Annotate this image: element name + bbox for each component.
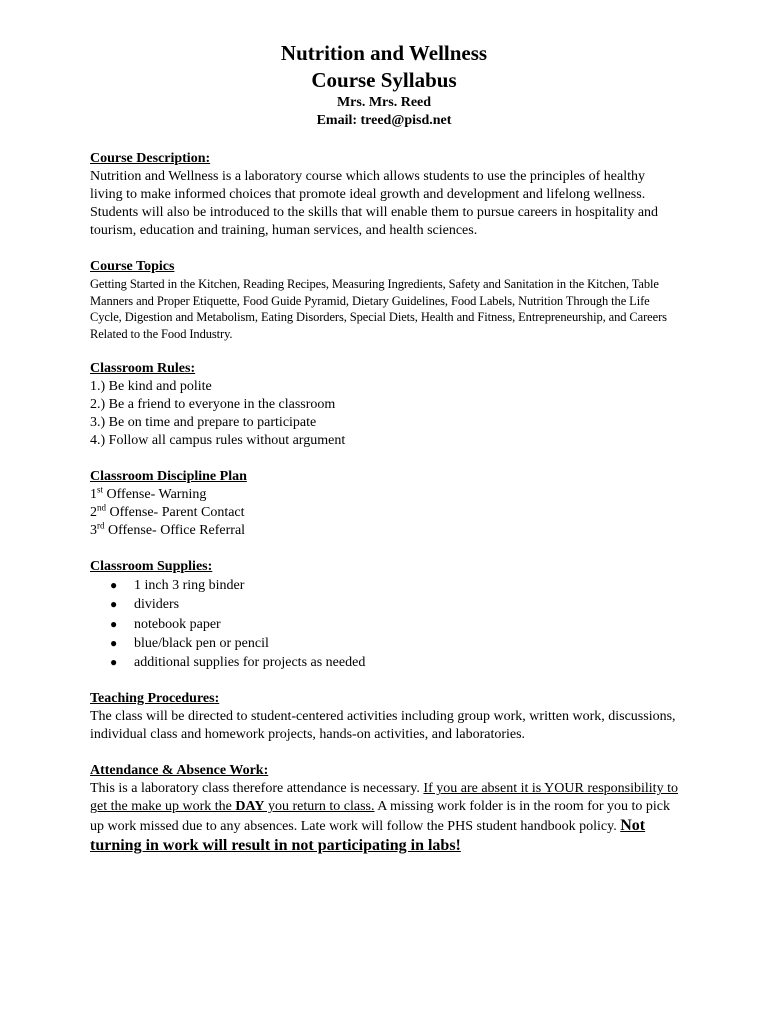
supplies-heading: Classroom Supplies: [90, 559, 213, 574]
attendance-intro: This is a laboratory class therefore attendance is necessary. [90, 781, 424, 797]
attendance-policy: A missing work folder is in the room for you to pick up work missed due to any absences. Late work will follow the PHS student handbook policy. [90, 799, 671, 835]
bullet-icon: ● [110, 655, 118, 670]
bullet-icon: ● [110, 635, 118, 650]
attendance-heading-label: Attendance & Absence Work [90, 763, 264, 779]
course-description-text: Nutrition and Wellness is a laboratory course which allows students to use the principles of healthy living to make informed choices that promote ideal growth and development and lifelong wellness. Students will also be introduced to the skills that will enable them to pursue careers in hospitality and tourism, education and training, human services, and health sciences. [90, 169, 659, 238]
offense-ordinal: rd [97, 520, 105, 531]
supplies-section [90, 558, 678, 672]
course-topics-text: Getting Started in the Kitchen, Reading Recipes, Measuring Ingredients, Safety and Sanitation in the Kitchen, Table Manners and Proper Etiquette, Food Guide Pyramid, Dietary Guidelines, Food Labels, Nutrition Through the Life Cycle, Digestion and Metabolism, Eating Disorders, Special Diets, Health and Fitness, Entrepreneurship, and Careers Related to the Food Industry. [90, 277, 667, 341]
supply-item-label: 1 inch 3 ring binder [134, 578, 245, 593]
course-description-section [90, 150, 678, 240]
rule-item: 1.) Be kind and polite [90, 379, 212, 394]
attendance-heading-colon: : [263, 763, 269, 779]
supply-item-label: notebook paper [134, 616, 221, 632]
supply-item-label: additional supplies for projects as needed [134, 655, 366, 671]
attendance-section [90, 762, 678, 856]
discipline-plan-heading: Classroom Discipline Plan [90, 469, 247, 484]
supply-item [110, 595, 678, 614]
offense-item [90, 522, 678, 540]
offense-number: 1 [90, 487, 97, 502]
classroom-rules-section [90, 360, 678, 450]
document-subtitle: Course Syllabus [311, 68, 457, 92]
attendance-responsibility: If you are absent it is YOUR responsibility to get the make up work the [90, 781, 678, 815]
course-description-heading: Course Description: [90, 151, 211, 166]
attendance-day-emphasis: DAY [235, 799, 265, 815]
supply-item-label: dividers [134, 597, 180, 613]
supply-item [110, 576, 678, 595]
supply-item [110, 653, 678, 672]
offense-ordinal: nd [97, 502, 106, 513]
supply-item-label: blue/black pen or pencil [134, 635, 269, 651]
teaching-heading-colon: : [214, 691, 220, 707]
supply-item [110, 634, 678, 653]
bullet-icon: ● [110, 616, 118, 631]
classroom-rules-heading: Classroom Rules: [90, 361, 196, 376]
teaching-procedures-heading [90, 690, 678, 708]
teacher-email: Email: treed@pisd.net [316, 113, 452, 128]
offense-text: Offense- Office Referral [104, 523, 246, 538]
offense-number: 3 [90, 523, 97, 538]
teaching-heading-label: Teaching Procedures [90, 691, 215, 707]
offense-number: 2 [90, 505, 97, 520]
offense-item [90, 486, 678, 504]
rule-item: 4.) Follow all campus rules without argument [90, 433, 346, 448]
teaching-procedures-text: The class will be directed to student-centered activities including group work, written work, discussions, individual class and homework projects, hands-on activities, and laboratories. [90, 709, 676, 743]
rule-item: 2.) Be a friend to everyone in the classroom [90, 397, 336, 412]
offense-text: Offense- Warning [103, 487, 207, 502]
teacher-name: Mrs. Mrs. Reed [336, 95, 432, 110]
document-header [90, 40, 678, 130]
attendance-text [90, 780, 678, 856]
supply-item [110, 615, 678, 634]
offense-ordinal: st [97, 484, 104, 495]
teaching-procedures-section [90, 690, 678, 744]
offense-item [90, 504, 678, 522]
course-topics-section [90, 258, 678, 342]
rule-item: 3.) Be on time and prepare to participate [90, 415, 317, 430]
attendance-heading [90, 762, 678, 780]
bullet-icon: ● [110, 597, 118, 612]
course-topics-heading: Course Topics [90, 259, 175, 274]
supplies-list [90, 576, 678, 672]
document-title: Nutrition and Wellness [280, 41, 488, 65]
offense-text: Offense- Parent Contact [106, 505, 245, 520]
attendance-warning: Not turning in work will result in not participating in labs! [90, 817, 646, 855]
attendance-return: you return to class. [264, 799, 375, 815]
discipline-plan-section [90, 468, 678, 540]
bullet-icon: ● [110, 578, 118, 592]
